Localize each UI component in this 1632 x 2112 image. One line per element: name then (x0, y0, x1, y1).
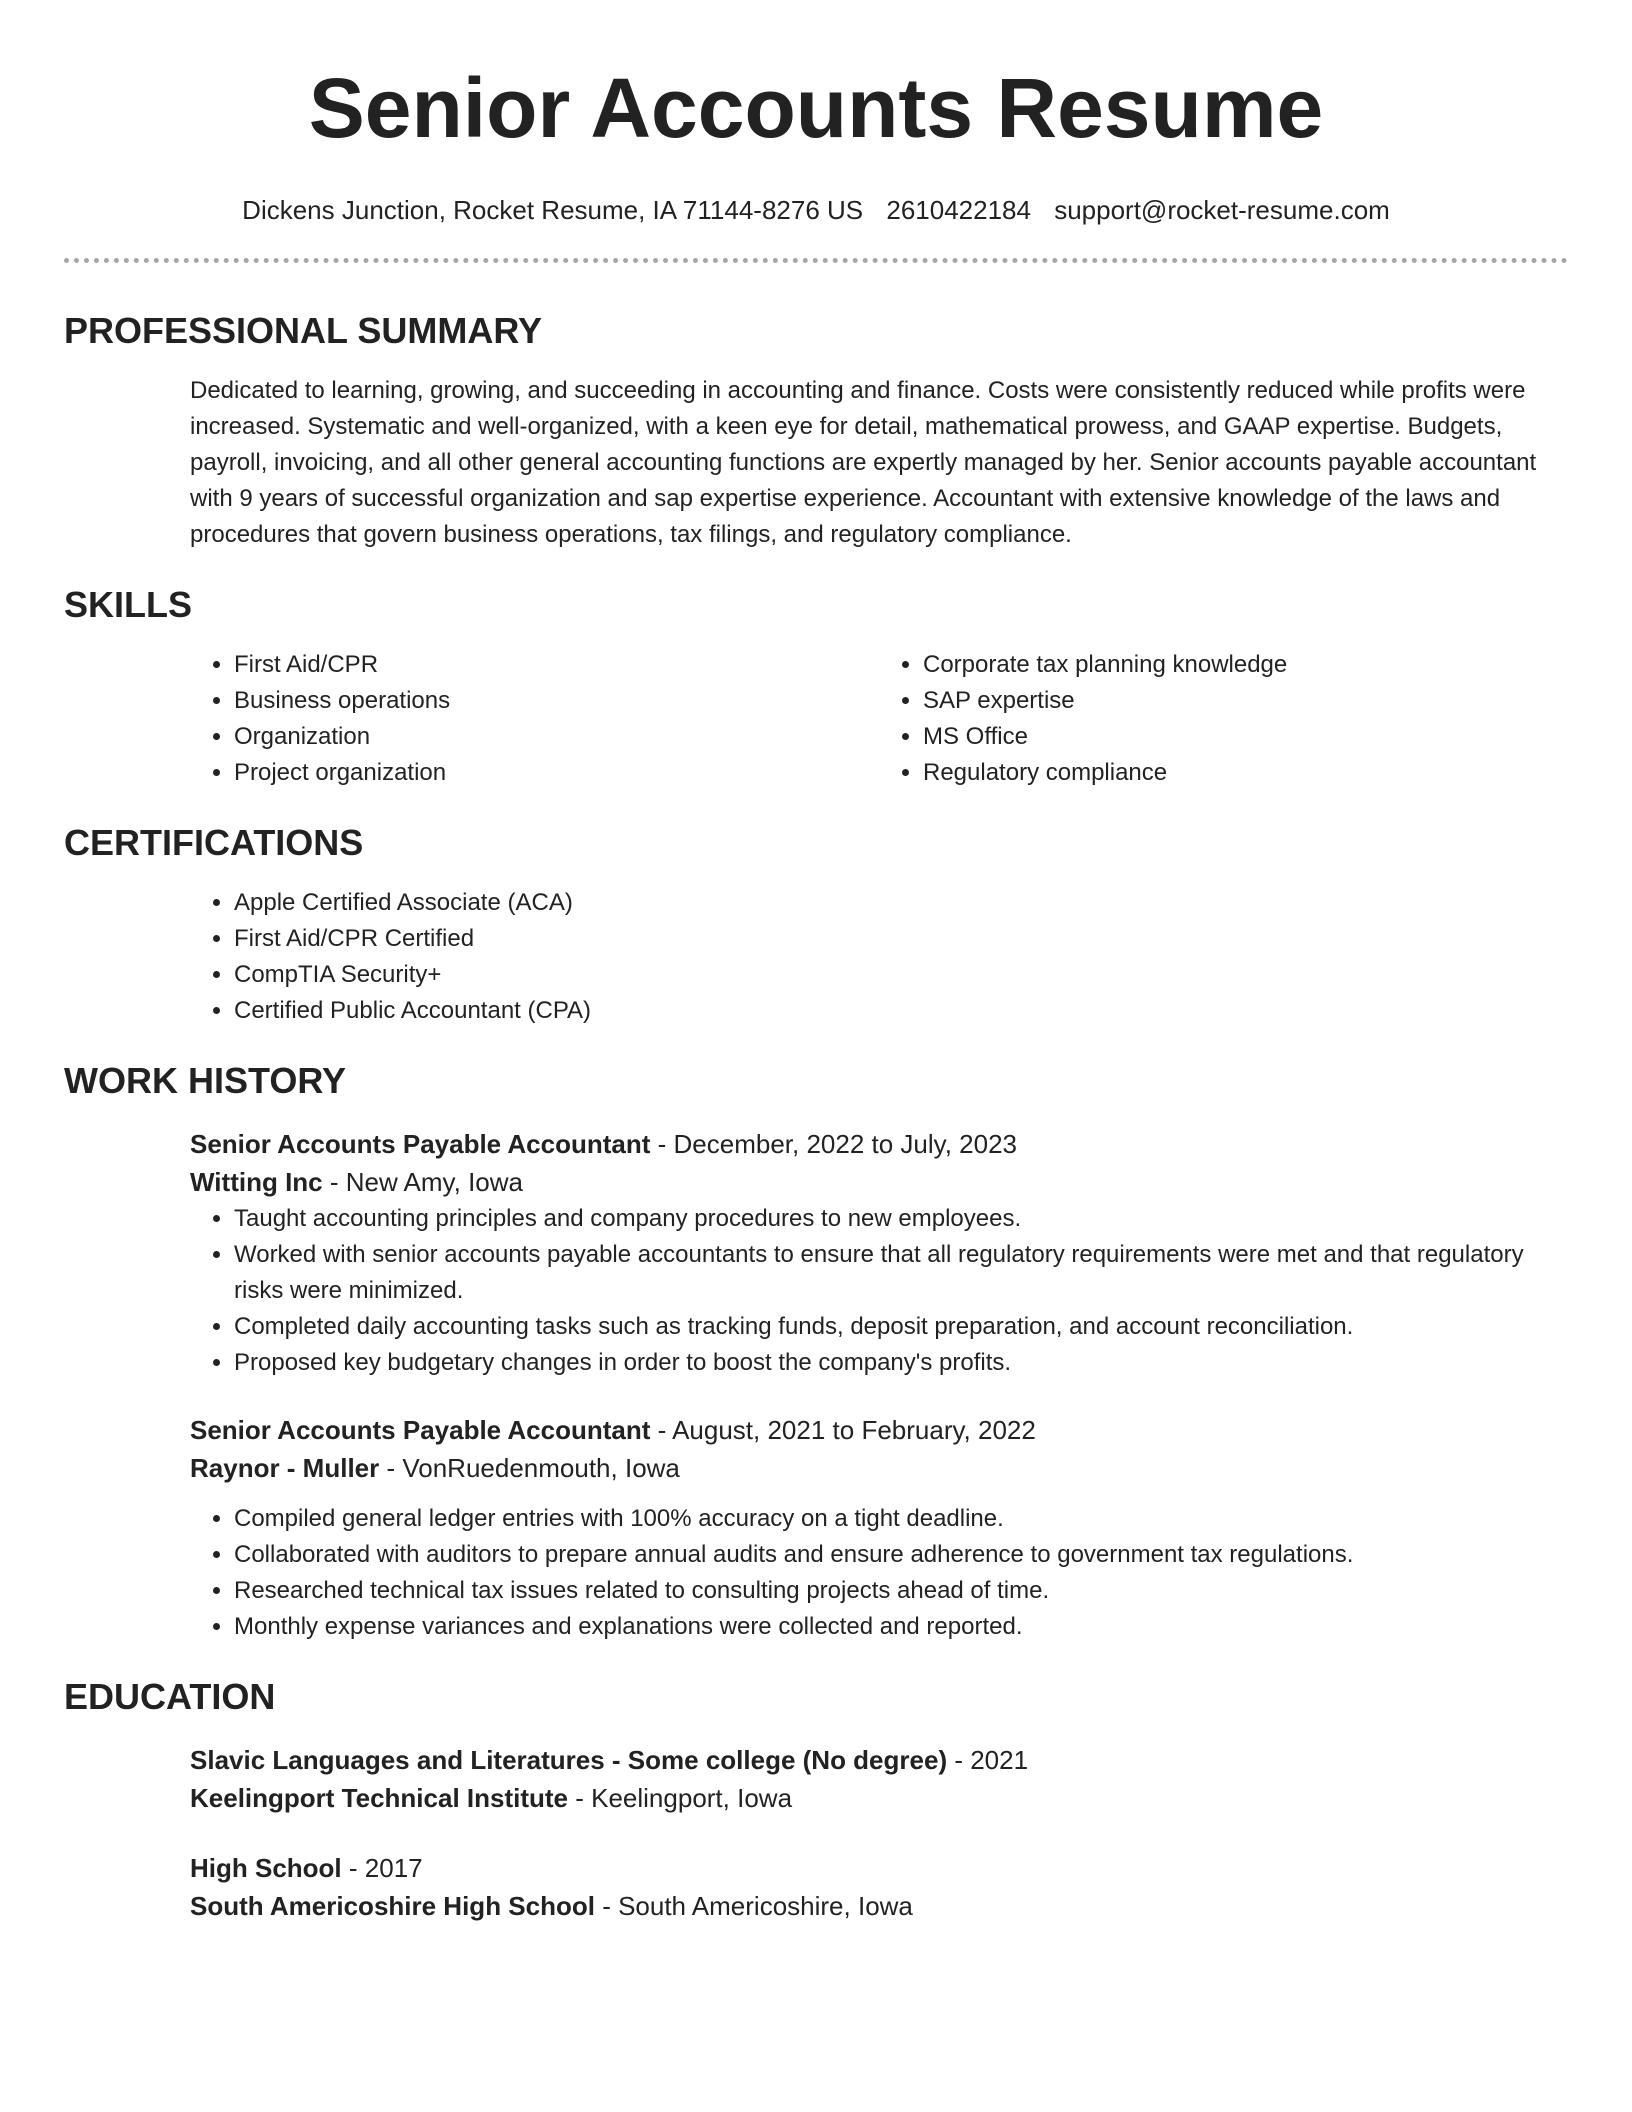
job-company-line (190, 1163, 1568, 1201)
list-item: • First Aid/CPR Certified (234, 921, 1568, 957)
list-item: • Proposed key budgetary changes in order to boost the company's profits. (234, 1345, 1568, 1381)
education-school: South Americoshire High School (190, 1891, 595, 1921)
list-item: • Regulatory compliance (923, 755, 1568, 791)
job-entry (190, 1125, 1568, 1381)
contact-address: Dickens Junction, Rocket Resume, IA 71144-8276 US (242, 195, 864, 225)
job-company: Witting Inc (190, 1167, 323, 1197)
list-item: • Worked with senior accounts payable accountants to ensure that all regulatory requirements were met and that regulatory risks were minimized. (234, 1237, 1568, 1309)
list-item: • Apple Certified Associate (ACA) (234, 885, 1568, 921)
job-location: - VonRuedenmouth, Iowa (379, 1453, 680, 1483)
education-degree: Slavic Languages and Literatures - Some college (No degree) (190, 1745, 948, 1775)
contact-email: support@rocket-resume.com (1054, 195, 1390, 225)
education-location: - Keelingport, Iowa (568, 1783, 793, 1813)
list-item: • Certified Public Accountant (CPA) (234, 993, 1568, 1029)
education-degree-line (190, 1741, 1568, 1779)
summary-heading: PROFESSIONAL SUMMARY (64, 310, 543, 351)
job-company: Raynor - Muller (190, 1453, 380, 1483)
job-title-line (190, 1125, 1568, 1163)
education-section (64, 1675, 1568, 1925)
list-item: • Collaborated with auditors to prepare annual audits and ensure adherence to government tax regulations. (234, 1537, 1568, 1573)
education-year: - 2017 (341, 1853, 423, 1883)
job-dates: - December, 2022 to July, 2023 (650, 1129, 1018, 1159)
list-item: • Completed daily accounting tasks such as tracking funds, deposit preparation, and account reconciliation. (234, 1309, 1568, 1345)
education-school-line (190, 1887, 1568, 1925)
job-title: Senior Accounts Payable Accountant (190, 1415, 651, 1445)
certifications-list (190, 885, 1568, 1029)
certifications-body (190, 885, 1568, 1029)
skills-heading: SKILLS (64, 584, 193, 625)
job-entry (190, 1411, 1568, 1645)
header-divider (64, 258, 1568, 263)
list-item: • Compiled general ledger entries with 100% accuracy on a tight deadline. (234, 1501, 1568, 1537)
list-item: • Researched technical tax issues related to consulting projects ahead of time. (234, 1573, 1568, 1609)
education-degree: High School (190, 1853, 342, 1883)
education-school: Keelingport Technical Institute (190, 1783, 569, 1813)
education-degree-line (190, 1849, 1568, 1887)
work-heading: WORK HISTORY (64, 1060, 347, 1101)
job-title: Senior Accounts Payable Accountant (190, 1129, 651, 1159)
list-item: • Organization (234, 719, 879, 755)
education-location: - South Americoshire, Iowa (594, 1891, 913, 1921)
summary-text: Dedicated to learning, growing, and succeeding in accounting and finance. Costs were consistently reduced while profits were increased. Systematic and well-organized, with a keen eye for detail, mathematical prowess, and GAAP expertise. Budgets, payroll, invoicing, and all other general accounting functions are expertly managed by her. Senior accounts payable accountant with 9 years of successful organization and sap expertise experience. Accountant with extensive knowledge of the laws and procedures that govern business operations, tax filings, and regulatory compliance. (190, 377, 1537, 548)
education-year: - 2021 (947, 1745, 1029, 1775)
skills-list-left (190, 647, 879, 791)
skills-section (64, 583, 1568, 791)
contact-line (64, 194, 1568, 226)
skills-grid (190, 647, 1568, 791)
work-section (64, 1059, 1568, 1645)
list-item: • CompTIA Security+ (234, 957, 1568, 993)
education-entry (190, 1849, 1568, 1925)
summary-section (64, 309, 1568, 553)
job-dates: - August, 2021 to February, 2022 (650, 1415, 1036, 1445)
certifications-heading: CERTIFICATIONS (64, 822, 364, 863)
education-school-line (190, 1779, 1568, 1817)
education-heading: EDUCATION (64, 1676, 276, 1717)
education-entry (190, 1741, 1568, 1817)
certifications-section (64, 821, 1568, 1029)
summary-body (190, 373, 1568, 553)
job-company-line (190, 1449, 1568, 1487)
list-item: • Taught accounting principles and company procedures to new employees. (234, 1201, 1568, 1237)
list-item: • Project organization (234, 755, 879, 791)
resume-title: Senior Accounts Resume (308, 61, 1324, 155)
list-item: • MS Office (923, 719, 1568, 755)
resume-page (64, 0, 1568, 2112)
list-item: • Monthly expense variances and explanations were collected and reported. (234, 1609, 1568, 1645)
job-bullets (190, 1201, 1568, 1381)
job-title-line (190, 1411, 1568, 1449)
contact-phone: 2610422184 (886, 195, 1031, 225)
job-bullets (190, 1501, 1568, 1645)
list-item: • SAP expertise (923, 683, 1568, 719)
job-location: - New Amy, Iowa (322, 1167, 523, 1197)
list-item: • First Aid/CPR (234, 647, 879, 683)
list-item: • Business operations (234, 683, 879, 719)
skills-list-right (879, 647, 1568, 791)
list-item: • Corporate tax planning knowledge (923, 647, 1568, 683)
